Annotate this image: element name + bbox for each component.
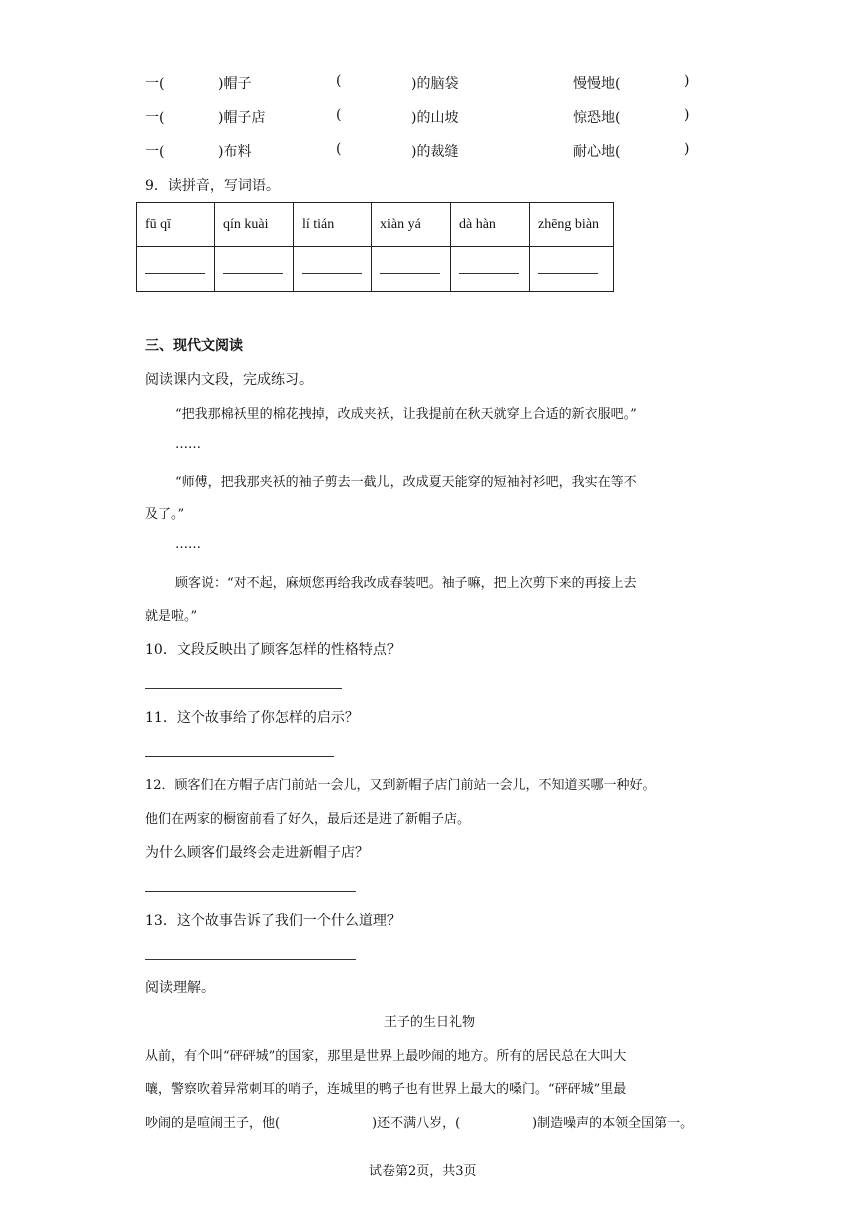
fill-text: ( [336,107,342,123]
question-10: 10．文段反映出了顾客怎样的性格特点？ [145,642,401,658]
fill-text: ) [684,141,690,157]
instruction: 阅读理解。 [145,980,215,996]
answer-line[interactable] [145,959,356,960]
answer-blank [459,259,519,274]
story-title: 王子的生日礼物 [384,1015,476,1030]
story-line: )制造噪声的本领全国第一。 [532,1116,694,1131]
fill-text: )的裁缝 [411,144,459,160]
passage-ellipsis: …… [175,537,201,552]
answer-cell[interactable] [294,247,372,292]
pinyin-cell: lí tián [294,203,372,247]
answer-blank [538,259,598,274]
answer-line[interactable] [145,891,356,892]
fill-text: 慢慢地( [573,76,621,92]
page-footer: 试卷第2页，共3页 [369,1164,477,1179]
fill-text: 一( [145,144,165,160]
fill-text: 一( [145,110,165,126]
pinyin-cell: dà hàn [451,203,530,247]
passage-ellipsis: …… [175,437,201,452]
fill-text: )的山坡 [411,110,459,126]
fill-text: )帽子店 [218,110,266,126]
question-12-cont: 他们在两家的橱窗前看了好久，最后还是进了新帽子店。 [145,812,471,827]
answer-line[interactable] [145,688,342,689]
answer-cell[interactable] [137,247,215,292]
question-9: 9．读拼音，写词语。 [145,178,280,194]
fill-text: ) [684,73,690,89]
answer-cell[interactable] [530,247,614,292]
story-line: 从前，有个叫“砰砰城”的国家，那里是世界上最吵闹的地方。所有的居民总在大叫大 [145,1049,627,1064]
fill-text: 惊恐地( [573,110,621,126]
pinyin-cell: zhēng biàn [530,203,614,247]
pinyin-cell: fū qī [137,203,215,247]
question-12: 12．顾客们在方帽子店门前站一会儿，又到新帽子店门前站一会儿，不知道买哪一种好。 [145,778,656,793]
fill-text: 一( [145,76,165,92]
answer-cell[interactable] [372,247,451,292]
passage-line: 顾客说：“对不起，麻烦您再给我改成春装吧。袖子嘛，把上次剪下来的再接上去 [175,576,637,591]
fill-text: ( [336,73,342,89]
fill-text: ) [684,107,690,123]
passage-line: “把我那棉袄里的棉花拽掉，改成夹袄，让我提前在秋天就穿上合适的新衣服吧。” [175,407,637,422]
passage-line: “师傅，把我那夹袄的袖子剪去一截儿，改成夏天能穿的短袖衬衫吧，我实在等不 [175,475,637,490]
answer-cell[interactable] [215,247,294,292]
instruction: 阅读课内文段，完成练习。 [145,372,313,388]
story-line: 嚷，警察吹着异常刺耳的哨子，连城里的鸭子也有世界上最大的嗓门。“砰砰城”里最 [145,1082,627,1097]
question-11: 11．这个故事给了你怎样的启示？ [145,710,359,726]
answer-line[interactable] [145,756,334,757]
fill-text: )布料 [218,144,252,160]
pinyin-table [136,202,614,292]
fill-text: )帽子 [218,76,252,92]
passage-line: 就是啦。” [145,609,198,624]
section-heading: 三、现代文阅读 [145,338,243,354]
pinyin-cell: qín kuài [215,203,294,247]
passage-line: 及了。” [145,507,185,522]
fill-text: ( [336,141,342,157]
answer-blank [380,259,440,274]
story-line: 吵闹的是喧闹王子，他( [145,1116,281,1131]
answer-blank [145,259,205,274]
answer-blank [302,259,362,274]
answer-cell[interactable] [451,247,530,292]
fill-text: )的脑袋 [411,76,459,92]
question-13: 13．这个故事告诉了我们一个什么道理？ [145,913,401,929]
answer-blank [223,259,283,274]
question-12-prompt: 为什么顾客们最终会走进新帽子店？ [145,845,369,861]
story-line: )还不满八岁，( [372,1116,461,1131]
pinyin-cell: xiàn yá [372,203,451,247]
fill-text: 耐心地( [573,144,621,160]
